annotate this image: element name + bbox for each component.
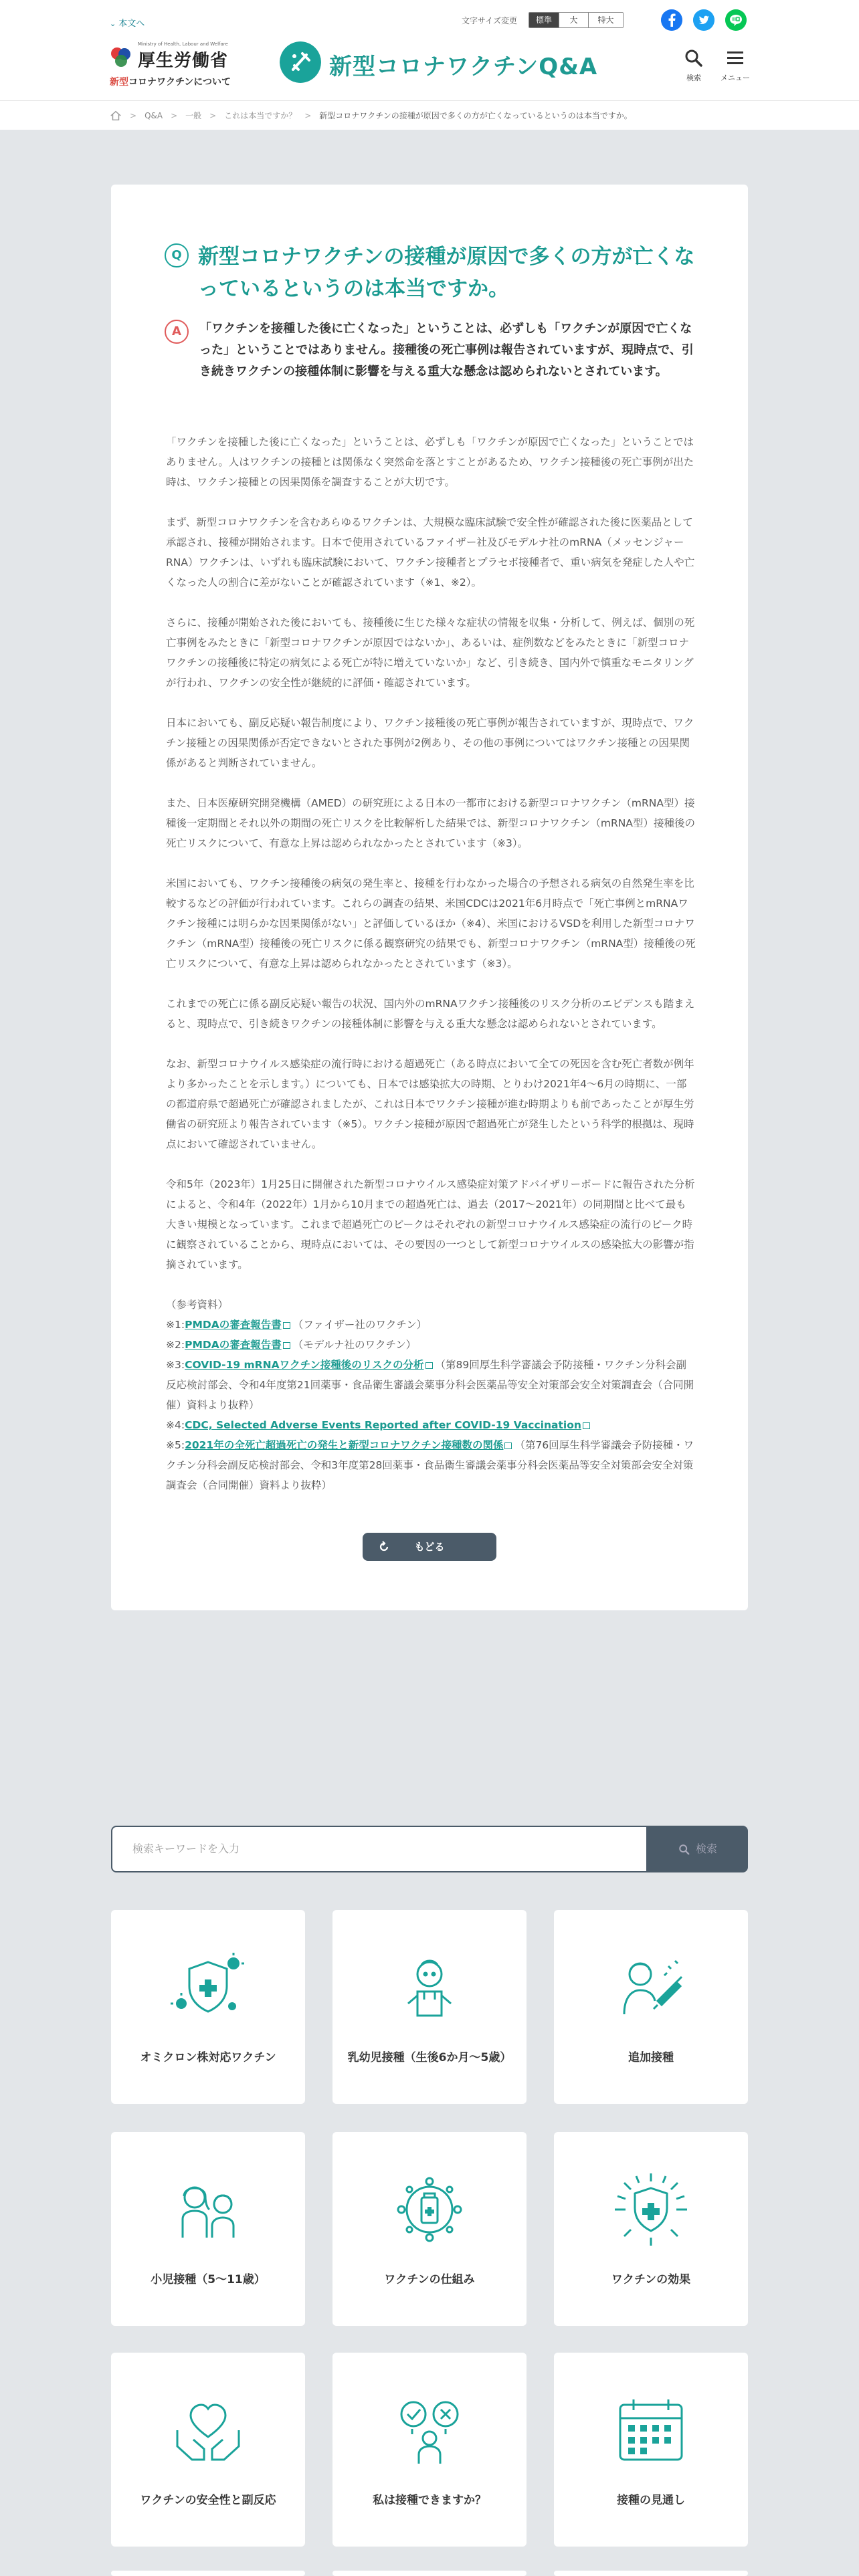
reference-item: ※3:COVID-19 mRNAワクチン接種後のリスクの分析 （第89回厚生科学審議会予防接種・ワクチン分科会副反応検討部会、令和4年度第21回薬事・食品衛生審議会薬事分科会医薬品等安全対策部会安全対策調査会（合同開催）資料より抜粋）	[166, 1359, 694, 1411]
font-size-label: 文字サイズ変更	[462, 16, 518, 25]
category-tile-schedule[interactable]	[554, 2353, 748, 2547]
mhlw-name: 厚生労働省	[138, 51, 229, 71]
breadcrumb	[0, 100, 859, 130]
question-title: 新型コロナワクチンの接種が原因で多くの方が亡くなっているというのは本当ですか。	[198, 245, 695, 301]
breadcrumb-current: 新型コロナワクチンの接種が原因で多くの方が亡くなっているというのは本当ですか。	[319, 111, 632, 120]
booster-syringe-icon	[611, 1947, 691, 2028]
menu-label: メニュー	[721, 74, 750, 82]
keyword-search-input[interactable]: 検索キーワードを入力	[111, 1826, 648, 1872]
reference-link[interactable]: PMDAの審査報告書	[185, 1319, 282, 1331]
category-label: 小児接種（5〜11歳）	[151, 2273, 266, 2286]
breadcrumb-item-is-it-true[interactable]: これは本当ですか？	[224, 111, 297, 120]
keyword-search-button[interactable]: 検索	[648, 1826, 748, 1872]
category-label: 接種の見通し	[617, 2494, 685, 2507]
vaccine-mechanism-icon	[389, 2169, 470, 2250]
category-label: 乳幼児接種（生後6か月〜5歳）	[347, 2051, 512, 2064]
answer-paragraph: なお、新型コロナウイルス感染症の流行時における超過死亡（ある時点において全ての死因を含む死亡者数が例年より多かったことを示します。）についても、日本では感染拡大の時期、とりわけ2021年4〜6月の時期に、一部の都道府県で超過死亡が確認されましたが、これは日本でワクチン接種が進む時期よりも前であったことが厚生労働省の研究班より報告されています（※5）。ワクチン接種が原因で超過死亡が発生したという科学的根拠は、現時点において確認されていません。	[166, 1058, 694, 1150]
category-tile-safety[interactable]	[111, 2353, 305, 2547]
qa-article-card	[111, 185, 748, 1610]
category-label: オミクロン株対応ワクチン	[140, 2051, 276, 2064]
external-link-icon	[283, 1342, 290, 1349]
twitter-icon[interactable]	[693, 9, 714, 31]
category-label: ワクチンの効果	[611, 2273, 691, 2286]
breadcrumb-separator: >	[209, 110, 217, 120]
site-title: 新型コロナワクチンQ&A	[329, 53, 598, 80]
references-title: （参考資料）	[166, 1299, 229, 1311]
category-tile-next-row[interactable]	[554, 2571, 748, 2576]
breadcrumb-separator: >	[130, 110, 137, 120]
calendar-icon	[611, 2390, 691, 2470]
header-menu-button[interactable]	[719, 47, 752, 87]
category-tile-effect[interactable]	[554, 2132, 748, 2326]
hamburger-menu-icon	[725, 48, 745, 68]
font-size-xlarge-button[interactable]: 特大	[588, 13, 623, 27]
answer-paragraph: さらに、接種が開始された後においても、接種後に生じた様々な症状の情報を収集・分析して、例えば、個別の死亡事例をみたときに「新型コロナワクチンが原因ではないか」、あるいは、症例数などをみたときに「新型コロナワクチンの接種後に特定の病気による死亡が特に増えていないか」など、引き続き、国内外で慎重なモニタリングが行われ、ワクチンの安全性が継続的に評価・確認されています。	[166, 617, 695, 689]
category-tile-mechanism[interactable]	[332, 2132, 527, 2326]
answer-summary: 「ワクチンを接種した後に亡くなった」ということは、必ずしも「ワクチンが原因で亡くなった」ということではありません。接種後の死亡事例は報告されていますが、現時点で、引き続きワクチンの接種体制に影響を与える重大な懸念は認められないとされています。	[199, 322, 694, 379]
font-size-large-button[interactable]: 大	[559, 13, 588, 27]
mhlw-emblem-icon	[110, 45, 132, 68]
search-icon	[684, 48, 704, 68]
category-tile-booster[interactable]	[554, 1910, 748, 2104]
answer-paragraph: 令和5年（2023年）1月25日に開催された新型コロナウイルス感染症対策アドバイザリーボードに報告された分析によると、令和4年（2022年）1月から10月までの超過死亡は、過去（2017〜2021年）の同期間と比べて最も大きい規模となっています。これまで超過死亡のピークはそれぞれの新型コロナウイルス感染症の流行のピーク時に観察されていることから、現時点においては、その要因の一つとして新型コロナウイルスの感染拡大の影響が指摘されています。	[166, 1178, 695, 1271]
answer-paragraph: まず、新型コロナワクチンを含むあらゆるワクチンは、大規模な臨床試験で安全性が確認された後に医薬品として承認され、接種が開始されます。日本で使用されているファイザー社及びモデルナ社のmRNA（メッセンジャーRNA）ワクチンは、いずれも臨床試験において、ワクチン接種者とプラセボ接種者で、重い病気を発症した人や亡くなった人の割合に差がないことが確認されています（※1、※2）。	[166, 516, 695, 588]
category-label: 追加接種	[628, 2051, 674, 2064]
question-badge: Q	[165, 243, 189, 267]
reference-link[interactable]: 2021年の全死亡超過死亡の発生と新型コロナワクチン接種数の関係	[185, 1439, 504, 1451]
virus-shield-icon	[168, 1947, 248, 2028]
external-link-icon	[425, 1362, 433, 1369]
category-tile-children[interactable]	[111, 2132, 305, 2326]
site-header	[0, 0, 859, 130]
mhlw-logo-link[interactable]	[110, 41, 230, 88]
answer-paragraph: また、日本医療研究開発機構（AMED）の研究班による日本の一都市における新型コロナワクチン（mRNA型）接種後一定期間とそれ以外の期間の死亡リスクを比較解析した結果では、新型コロナワクチン（mRNA型）接種後の死亡リスクについて、有意な上昇は認められなかったとされています（※3）。	[166, 797, 695, 849]
category-tile-omicron[interactable]	[111, 1910, 305, 2104]
home-icon[interactable]	[110, 110, 122, 122]
answer-paragraph: 日本においても、副反応疑い報告制度により、ワクチン接種後の死亡事例が報告されていますが、現時点で、ワクチン接種との因果関係が否定できないとされた事例が2例あり、その他の事例についてはワクチン接種との因果関係があると判断されていません。	[166, 717, 694, 769]
external-link-icon	[583, 1422, 590, 1429]
reference-link[interactable]: COVID-19 mRNAワクチン接種後のリスクの分析	[185, 1359, 424, 1371]
back-button[interactable]: もどる	[363, 1533, 496, 1561]
reference-link[interactable]: PMDAの審査報告書	[185, 1339, 282, 1351]
answer-paragraph: これまでの死亡に係る副反応疑い報告の状況、国内外のmRNAワクチン接種後のリスク分析のエビデンスも踏まえると、現時点で、引き続きワクチンの接種体制に影響を与える重大な懸念は認められないとされています。	[166, 998, 695, 1030]
external-link-icon	[283, 1322, 290, 1329]
children-icon	[168, 2169, 248, 2250]
skip-to-content-link[interactable]: ⌄ 本文へ	[110, 19, 145, 29]
search-label: 検索	[686, 74, 701, 82]
reference-item: ※4:CDC, Selected Adverse Events Reported after COVID-19 Vaccination	[166, 1415, 696, 1435]
reference-link[interactable]: CDC, Selected Adverse Events Reported after COVID-19 Vaccination	[185, 1419, 581, 1431]
heart-hands-icon	[168, 2390, 248, 2470]
answer-body	[166, 432, 696, 1495]
reference-item: ※1:PMDAの審査報告書 （ファイザー社のワクチン）	[166, 1319, 427, 1331]
answer-paragraph: 「ワクチンを接種した後に亡くなった」ということは、必ずしも「ワクチンが原因で亡くなった」ということではありません。人はワクチンの接種とは関係なく突然命を落とすことがあるため、ワクチン接種後の死亡事例が出た時は、ワクチン接種との因果関係を調査することが大切です。	[166, 436, 694, 488]
breadcrumb-item-general[interactable]: 一般	[185, 111, 202, 120]
facebook-icon[interactable]	[661, 9, 682, 31]
search-icon	[678, 1844, 690, 1856]
line-icon[interactable]	[725, 9, 747, 31]
shield-effect-icon	[611, 2169, 691, 2250]
category-tile-next-row[interactable]	[111, 2571, 305, 2576]
breadcrumb-separator: >	[171, 110, 178, 120]
category-tile-eligibility[interactable]	[332, 2353, 527, 2547]
references	[166, 1295, 696, 1495]
chevron-down-icon: ⌄	[110, 19, 116, 28]
covid-vaccine-info-link[interactable]: 新型コロナワクチンについて	[110, 77, 231, 88]
eligibility-icon	[389, 2390, 470, 2470]
header-search-button[interactable]	[677, 47, 710, 87]
answer-badge: A	[165, 320, 189, 344]
reference-item: ※5:2021年の全死亡超過死亡の発生と新型コロナワクチン接種数の関係 （第76回厚生科学審議会予防接種・ワクチン分科会副反応検討部会、令和3年度第28回薬事・食品衛生審議会薬事分科会医薬品等安全対策部会安全対策調査会（合同開催）資料より抜粋）	[166, 1439, 694, 1491]
infant-icon	[389, 1947, 470, 2028]
answer-paragraph: 米国においても、ワクチン接種後の病気の発生率と、接種を行わなかった場合の予想される病気の自然発生率を比較するなどの評価が行われています。これらの調査の結果、米国CDCは2021年6月時点で「死亡事例とmRNAワクチン接種には明らかな因果関係がない」と評価しているほか（※4）、米国におけるVSDを利用した新型コロナワクチン（mRNA型）接種後の死亡リスクに係る観察研究の結果でも、新型コロナワクチン（mRNA型）接種後の死亡リスクについて、有意な上昇は認められなかったとされています（※3）。	[166, 877, 696, 970]
font-size-standard-button[interactable]: 標準	[529, 13, 559, 27]
category-tile-next-row[interactable]	[332, 2571, 527, 2576]
reference-item: ※2:PMDAの審査報告書 （モデルナ社のワクチン）	[166, 1339, 417, 1351]
external-link-icon	[504, 1442, 512, 1449]
category-section	[0, 1717, 859, 2576]
breadcrumb-separator: >	[304, 110, 312, 120]
mhlw-subtitle: Ministry of Health, Labour and Welfare	[138, 41, 228, 47]
category-label: 私は接種できますか？	[373, 2494, 486, 2507]
breadcrumb-item-qa[interactable]: Q&A	[145, 110, 163, 120]
category-label: ワクチンの仕組み	[384, 2273, 475, 2286]
vaccine-logo-icon	[280, 41, 321, 83]
font-size-options	[529, 12, 624, 28]
category-tile-infant[interactable]	[332, 1910, 527, 2104]
back-arrow-icon	[377, 1540, 391, 1553]
category-label: ワクチンの安全性と副反応	[140, 2494, 276, 2507]
